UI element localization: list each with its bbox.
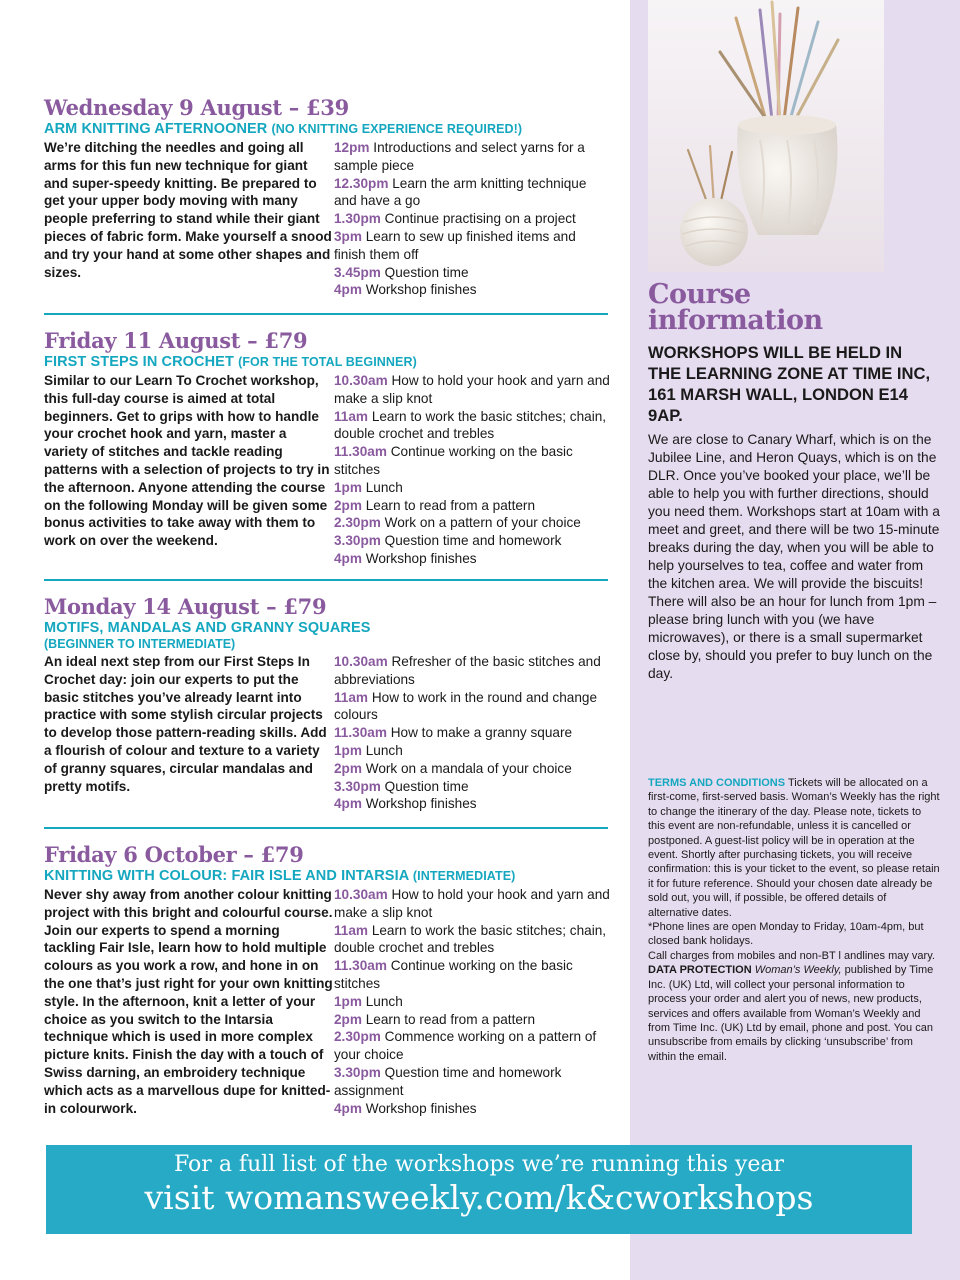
- course-date: Monday 14 August – £79: [44, 594, 327, 619]
- course-title-note: (FOR THE TOTAL BEGINNER): [238, 355, 417, 369]
- phone-lines-note: *Phone lines are open Monday to Friday, 10am-4pm, but closed bank holidays.: [648, 921, 924, 948]
- course-date: Friday 11 August – £79: [44, 328, 308, 353]
- schedule-item: 11.30am How to make a granny square: [334, 725, 573, 741]
- call-charges-note: Call charges from mobiles and non-BT l andlines may vary.: [648, 949, 935, 962]
- schedule-item: 11am Learn to work the basic stitches; chain, double crochet and trebles: [334, 922, 607, 956]
- course-title: FIRST STEPS IN CROCHET (FOR THE TOTAL BEGINNER): [44, 354, 417, 370]
- course-schedule: [334, 139, 610, 299]
- schedule-item: 2pm Learn to read from a pattern: [334, 497, 535, 513]
- yarn-vase-illustration: [648, 0, 884, 272]
- course-arm-knitting: [44, 96, 610, 299]
- terms-text: Tickets will be allocated on a first-come, first-served basis. Woman’s Weekly has the right to change the itinerary of the day. Please note, tickets to this event are non-refundable, unless it is cancelled or postponed. A guest-list policy will be in operation at the event. Shortly after purchasing tickets, you will receive confirmation: this is your ticket to the event, so please retain it for future reference. Should your chosen date already be sold out, you will, if possible, be offered details of alternative dates.: [648, 777, 940, 919]
- course-description: Never shy away from another colour knitting project with this bright and colourful course. Join our experts to spend a morning tackling Fair Isle, learn how to hold multiple colours as you work a row, and hone in on the one that’s just right for your own knitting style. In the afternoon, knit a letter of your choice as you switch to the Intarsia technique which is used in more complex picture knits. Finish the day with a touch of Swiss darning, an embroidery technique which acts as a marvellous dupe for knitted-in colourwork.: [44, 887, 333, 1116]
- schedule-item: 4pm Workshop finishes: [334, 550, 477, 566]
- workshops-banner: [46, 1145, 912, 1234]
- course-title-note: (INTERMEDIATE): [412, 869, 516, 883]
- course-description: Similar to our Learn To Crochet workshop, this full-day course is aimed at total beginners. Get to grips with how to handle your crochet hook and yarn, master a variety of stitches and tackle reading patterns with a selection of projects to try in the afternoon. Anyone attending the course on the following Monday will be given some bonus activities to take away with them to work on over the weekend.: [44, 373, 330, 549]
- section-divider: [44, 313, 608, 315]
- course-schedule: [334, 653, 610, 813]
- course-level: (BEGINNER TO INTERMEDIATE): [44, 637, 236, 651]
- course-date: Friday 6 October – £79: [44, 842, 304, 867]
- course-title: KNITTING WITH COLOUR: FAIR ISLE AND INTARSIA (INTERMEDIATE): [44, 868, 516, 884]
- venue-lead: WORKSHOPS WILL BE HELD IN THE LEARNING ZONE AT TIME INC, 161 MARSH WALL, LONDON E14 9AP.: [648, 343, 931, 425]
- schedule-item: 10.30am Refresher of the basic stitches and abbreviations: [334, 654, 601, 687]
- schedule-item: 2.30pm Work on a pattern of your choice: [334, 515, 581, 531]
- course-first-steps-crochet: [44, 329, 610, 568]
- schedule-item: 2pm Learn to read from a pattern: [334, 1011, 535, 1027]
- schedule-item: 10.30am How to hold your hook and yarn and make a slip knot: [334, 373, 610, 406]
- schedule-item: 3.30pm Question time: [334, 778, 469, 794]
- schedule-item: 11am How to work in the round and change colours: [334, 689, 598, 723]
- schedule-item: 1pm Lunch: [334, 993, 403, 1009]
- schedule-item: 12pm Introductions and select yarns for a sample piece: [334, 140, 585, 173]
- schedule-item: 11.30am Continue working on the basic stitches: [334, 958, 573, 991]
- course-description: An ideal next step from our First Steps In Crochet day: join our experts to put the basic stitches you’ve already learnt into practice with some stylish circular projects to develop those pattern-reading skills. Add a flourish of colour and texture to a variety of granny squares, circular mandalas and pretty motifs.: [44, 654, 327, 794]
- data-protection-text: published by Time Inc. (UK) Ltd, will collect your personal information to process your order and alert you of news, new products, services and offers available from Woman’s Weekly and from Time Inc. (UK) Ltd by email, phone and post. You can unsubscribe from emails by clicking ‘unsubscribe’ from within the email.: [648, 964, 934, 1063]
- schedule-item: 3.30pm Question time and homework assignment: [334, 1064, 562, 1098]
- course-title-note: (NO KNITTING EXPERIENCE REQUIRED!): [271, 122, 523, 136]
- schedule-item: 11am Learn to work the basic stitches; chain, double crochet and trebles: [334, 408, 607, 442]
- schedule-item: 10.30am How to hold your hook and yarn and make a slip knot: [334, 887, 610, 920]
- course-date: Wednesday 9 August – £39: [44, 95, 349, 120]
- schedule-item: 4pm Workshop finishes: [334, 282, 477, 298]
- schedule-item: 12.30pm Learn the arm knitting technique and have a go: [334, 175, 587, 209]
- schedule-item: 2pm Work on a mandala of your choice: [334, 760, 572, 776]
- section-divider: [44, 827, 608, 829]
- terms-and-conditions: [648, 776, 940, 1064]
- course-info-text: We are close to Canary Wharf, which is on the Jubilee Line, and Heron Quays, which is on the DLR. Once you’ve booked your place, we’ll be able to help you with further directions, should you need them. Workshops start at 10am with a meet and greet, and there will be two 15-minute breaks during the day, when you will be able to help yourselves to tea, coffee and water from the kitchen area. We will provide the biscuits! There will also be an hour for lunch from 1pm – please bring lunch with you (we have microwaves), or there is a small supermarket close by, should you prefer to buy lunch on the day.: [648, 432, 940, 681]
- knitting-needles-photo: [648, 0, 884, 272]
- banner-website-link[interactable]: visit womansweekly.com/k&cworkshops: [144, 1178, 814, 1217]
- course-info-heading: Course information: [648, 279, 823, 336]
- schedule-item: 3pm Learn to sew up finished items and finish them off: [334, 228, 576, 262]
- schedule-item: 3.45pm Question time: [334, 264, 469, 280]
- course-schedule: [334, 886, 610, 1117]
- publication-name: Woman’s Weekly,: [754, 964, 842, 977]
- section-divider: [44, 579, 608, 581]
- schedule-item: 3.30pm Question time and homework: [334, 533, 562, 549]
- schedule-item: 1pm Lunch: [334, 742, 403, 758]
- course-motifs-mandalas: [44, 595, 610, 813]
- banner-line-1: For a full list of the workshops we’re running this year: [174, 1152, 784, 1177]
- course-knitting-with-colour: [44, 843, 610, 1117]
- course-description: We’re ditching the needles and going all arms for this fun new technique for giant and super-speedy knitting. Be prepared to get your upper body moving with many people preferring to stand while their giant pieces of fabric form. Make yourself a snood and try your hand at some other shapes and sizes.: [44, 140, 332, 280]
- schedule-item: 1pm Lunch: [334, 479, 403, 495]
- data-protection-heading: DATA PROTECTION: [648, 964, 752, 977]
- course-schedule: [334, 372, 610, 568]
- course-title: MOTIFS, MANDALAS AND GRANNY SQUARES: [44, 620, 371, 636]
- schedule-item: 4pm Workshop finishes: [334, 796, 477, 812]
- schedule-item: 4pm Workshop finishes: [334, 1100, 477, 1116]
- schedule-item: 2.30pm Commence working on a pattern of your choice: [334, 1029, 597, 1063]
- terms-heading: TERMS AND CONDITIONS: [648, 777, 786, 789]
- course-title: ARM KNITTING AFTERNOONER (NO KNITTING EXPERIENCE REQUIRED!): [44, 121, 523, 137]
- schedule-item: 1.30pm Continue practising on a project: [334, 211, 576, 227]
- schedule-item: 11.30am Continue working on the basic stitches: [334, 444, 573, 477]
